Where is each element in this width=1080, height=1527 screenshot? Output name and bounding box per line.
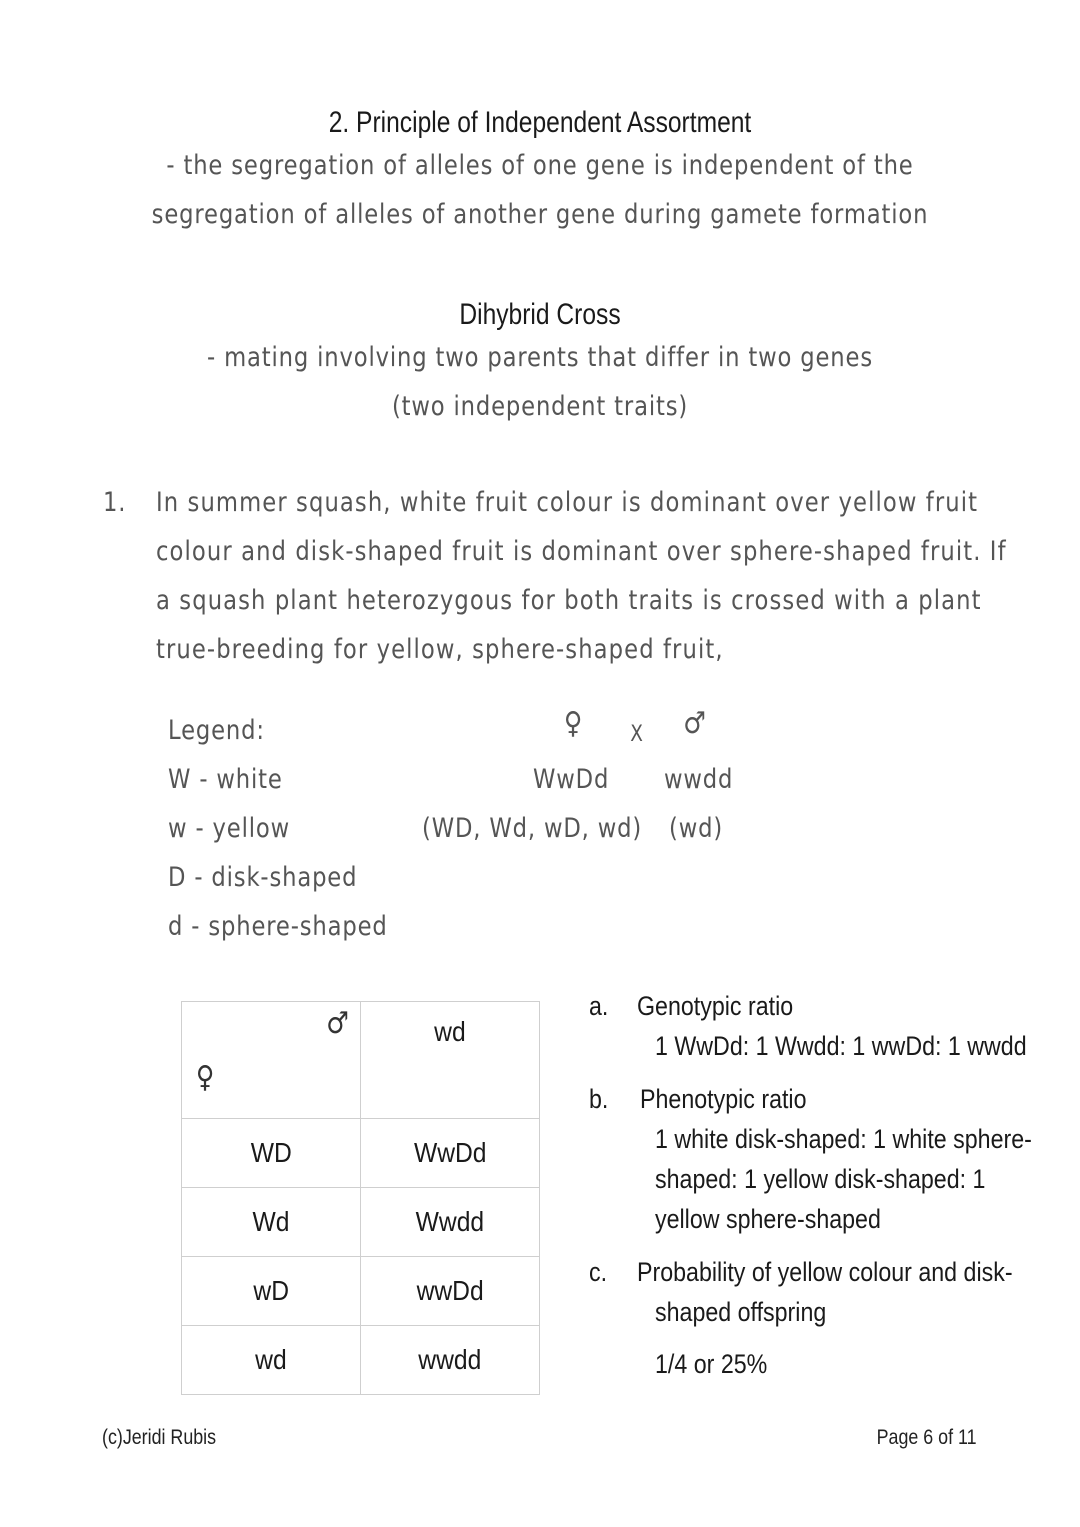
punnett-offspring: wwDd — [416, 1275, 484, 1306]
female-gametes: (WD, Wd, wD, wd) — [422, 813, 643, 844]
punnett-female-symbol: ♀ — [195, 1060, 216, 1095]
dihybrid-title: Dihybrid Cross — [459, 298, 621, 331]
answer-a-label: Genotypic ratio — [637, 991, 794, 1021]
cross-times: X — [630, 722, 644, 747]
answer-a-letter: a. — [589, 991, 609, 1021]
punnett-header-row — [182, 1002, 540, 1119]
problem-line3: a squash plant heterozygous for both traits is crossed with a plant — [156, 585, 982, 616]
punnett-female-gamete: wd — [255, 1344, 287, 1375]
answer-b-letter: b. — [589, 1084, 609, 1114]
footer-copyright: (c)Jeridi Rubis — [102, 1426, 217, 1449]
answer-c-value: 1/4 or 25% — [655, 1349, 768, 1379]
answer-b-value-line2: shaped: 1 yellow disk-shaped: 1 — [655, 1164, 986, 1194]
answer-b-value-line3: yellow sphere-shaped — [655, 1204, 881, 1234]
answer-c-label-line2: shaped offspring — [655, 1297, 827, 1327]
punnett-female-gamete: WD — [250, 1137, 292, 1168]
answer-c-label-line1: Probability of yellow colour and disk- — [637, 1257, 1013, 1287]
answer-b-value-line1: 1 white disk-shaped: 1 white sphere- — [655, 1124, 1032, 1154]
punnett-female-gamete-cell — [182, 1257, 361, 1326]
problem-line4: true-breeding for yellow, sphere-shaped fruit, — [156, 634, 724, 665]
punnett-male-gamete-cell — [361, 1002, 540, 1119]
answer-a-value: 1 WwDd: 1 Wwdd: 1 wwDd: 1 wwdd — [655, 1031, 1027, 1061]
section-definition-line1: - the segregation of alleles of one gene is independent of the — [166, 150, 914, 181]
problem-line2: colour and disk-shaped fruit is dominant over sphere-shaped fruit. If — [156, 536, 1007, 567]
legend-item: d - sphere-shaped — [168, 911, 388, 942]
punnett-corner-cell — [182, 1002, 361, 1119]
male-symbol: ♂ — [683, 706, 707, 741]
punnett-offspring-cell — [361, 1257, 540, 1326]
male-gametes: (wd) — [669, 813, 724, 844]
punnett-offspring: WwDd — [413, 1137, 487, 1168]
female-genotype: WwDd — [533, 764, 610, 795]
punnett-female-gamete: wD — [253, 1275, 289, 1306]
punnett-row — [182, 1257, 540, 1326]
punnett-row — [182, 1326, 540, 1395]
punnett-female-gamete: Wd — [252, 1206, 290, 1237]
legend-item: D - disk-shaped — [168, 862, 358, 893]
male-genotype: wwdd — [664, 764, 734, 795]
answer-b-label: Phenotypic ratio — [640, 1084, 807, 1114]
punnett-male-symbol: ♂ — [326, 1006, 350, 1041]
punnett-offspring-cell — [361, 1188, 540, 1257]
section-definition-line2: segregation of alleles of another gene during gamete formation — [151, 199, 929, 230]
answer-c-letter: c. — [589, 1257, 608, 1287]
dihybrid-definition-line1: - mating involving two parents that differ in two genes — [207, 342, 873, 373]
punnett-row — [182, 1188, 540, 1257]
punnett-row — [182, 1119, 540, 1188]
dihybrid-definition-line2: (two independent traits) — [391, 391, 689, 422]
punnett-square — [181, 1001, 540, 1395]
legend-item: W - white — [168, 764, 283, 795]
punnett-offspring: Wwdd — [415, 1206, 485, 1237]
punnett-offspring-cell — [361, 1119, 540, 1188]
legend-title: Legend: — [168, 715, 265, 746]
punnett-offspring: wwdd — [418, 1344, 482, 1375]
punnett-female-gamete-cell — [182, 1188, 361, 1257]
problem-line1: In summer squash, white fruit colour is dominant over yellow fruit — [156, 487, 979, 518]
punnett-male-gamete: wd — [434, 1016, 466, 1047]
punnett-offspring-cell — [361, 1326, 540, 1395]
punnett-female-gamete-cell — [182, 1326, 361, 1395]
legend-item: w - yellow — [168, 813, 290, 844]
problem-number: 1. — [103, 487, 127, 518]
section-title: 2. Principle of Independent Assortment — [328, 106, 752, 139]
footer-page-number: Page 6 of 11 — [877, 1426, 977, 1449]
punnett-female-gamete-cell — [182, 1119, 361, 1188]
female-symbol: ♀ — [563, 706, 584, 741]
